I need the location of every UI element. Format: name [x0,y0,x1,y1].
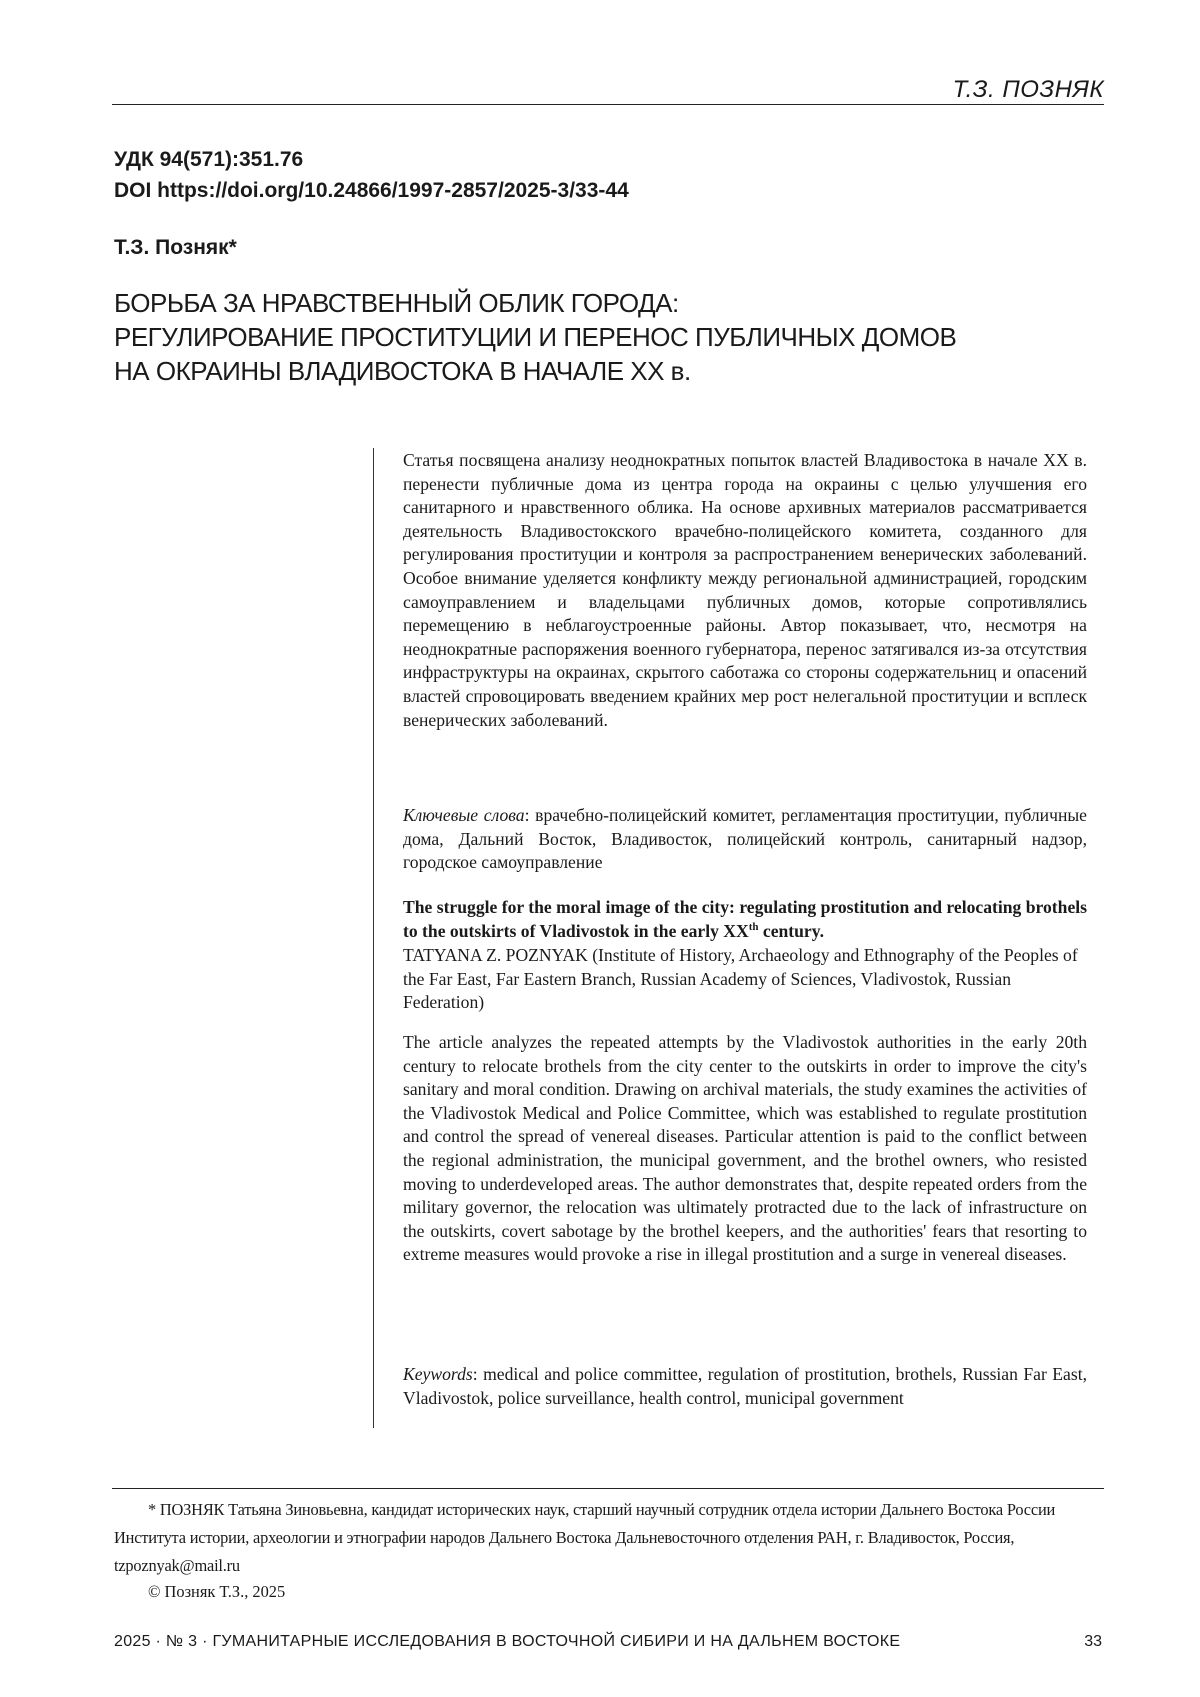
en-title-end: century. [758,920,824,941]
ru-keywords-label: Ключевые слова [403,805,525,825]
ru-keywords-list: врачебно-полицейский комитет, регламентация проституции, публичные дома, Дальний Восток, Владивосток, полицейский контроль, санитарный надзор, городское самоуправление [403,805,1087,873]
en-abstract: The article analyzes the repeated attempts by the Vladivostok authorities in the early 20th century to relocate brothels from the city center to the outskirts in order to improve the city's sanitary and moral condition. Drawing on archival materials, the study examines the activities of the Vladivostok Medical and Police Committee, which was established to regulate prostitution and control the spread of venereal diseases. Particular attention is paid to the conflict between the regional administration, the municipal government, and the brothel owners, who resisted moving to underdeveloped areas. The author demonstrates that, despite repeated orders from the military governor, the relocation was ultimately protracted due to the lack of infrastructure on the outskirts, covert sabotage by the brothel keepers, and the authorities' fears that resorting to extreme measures would provoke a rise in illegal prostitution and a surge in venereal diseases. [403,1032,1087,1265]
doi-link[interactable]: DOI https://doi.org/10.24866/1997-2857/2025-3/33-44 [114,179,629,202]
udc-code: УДК 94(571):351.76 [114,148,304,171]
en-title-text: The struggle for the moral image of the city: regulating prostitution and relocating brothels to the outskirts of Vladivostok in the early XX [403,897,1087,941]
en-keywords-list: medical and police committee, regulation of prostitution, brothels, Russian Far East, Vladivostok, police surveillance, health control, municipal government [403,1364,1087,1408]
copyright: © Позняк Т.З., 2025 [148,1582,286,1601]
title-line: БОРЬБА ЗА НРАВСТВЕННЫЙ ОБЛИК ГОРОДА: [114,288,679,318]
title-line: РЕГУЛИРОВАНИЕ ПРОСТИТУЦИИ И ПЕРЕНОС ПУБЛИЧНЫХ ДОМОВ [114,322,957,352]
ru-abstract: Статья посвящена анализу неоднократных попыток властей Владивостока в начале XX в. перенести публичные дома из центра города на окраины с целью улучшения его санитарного и нравственного облика. На основе архивных материалов рассматривается деятельность Владивостокского врачебно-полицейского комитета, созданного для регулирования проституции и контроля за распространением венерических заболеваний. Особое внимание уделяется конфликту между региональной администрацией, городским самоуправлением и владельцами публичных домов, которые сопротивлялись перемещению в неблагоустроенные районы. Автор показывает, что, несмотря на неоднократные распоряжения военного губернатора, перенос затягивался из-за отсутствия инфраструктуры на окраинах, скрытого саботажа со стороны содержательниц и опасений властей спровоцировать введением крайних мер рост нелегальной проституции и всплеск венерических заболеваний. [403,450,1087,730]
author-name: Т.З. Позняк* [114,236,237,259]
en-title [403,896,1087,943]
article-title [114,286,1094,388]
journal-footer: 2025 · № 3 · ГУМАНИТАРНЫЕ ИССЛЕДОВАНИЯ В ВОСТОЧНОЙ СИБИРИ И НА ДАЛЬНЕМ ВОСТОКЕ [114,1633,901,1650]
ru-keywords: Ключевые слова: врачебно-полицейский комитет, регламентация проституции, публичные дома, Дальний Восток, Владивосток, полицейский контроль, санитарный надзор, городское самоуправление [403,805,1087,873]
en-keywords-label: Keywords [403,1364,473,1384]
abstract-column-rule [373,448,374,1428]
en-keywords: Keywords: medical and police committee, regulation of prostitution, brothels, Russian Far East, Vladivostok, police surveillance, health control, municipal government [403,1364,1087,1408]
header-divider [112,104,1104,105]
author-footnote: * ПОЗНЯК Татьяна Зиновьевна, кандидат исторических наук, старший научный сотрудник отдела истории Дальнего Востока России Института истории, археологии и этнографии народов Дальнего Востока Дальневосточного отделения РАН, г. Владивосток, Россия, tzpoznyak@mail.ru [114,1500,1056,1575]
en-title-sup: th [748,920,759,933]
footnote-divider [112,1488,1104,1489]
page-number: 33 [1084,1633,1102,1650]
en-affiliation: TATYANA Z. POZNYAK (Institute of History, Archaeology and Ethnography of the Peoples of the Far East, Far Eastern Branch, Russian Academy of Sciences, Vladivostok, Russian Federation) [403,945,1078,1013]
running-head: Т.З. ПОЗНЯК [952,76,1104,103]
title-line: НА ОКРАИНЫ ВЛАДИВОСТОКА В НАЧАЛЕ ХХ в. [114,356,691,386]
